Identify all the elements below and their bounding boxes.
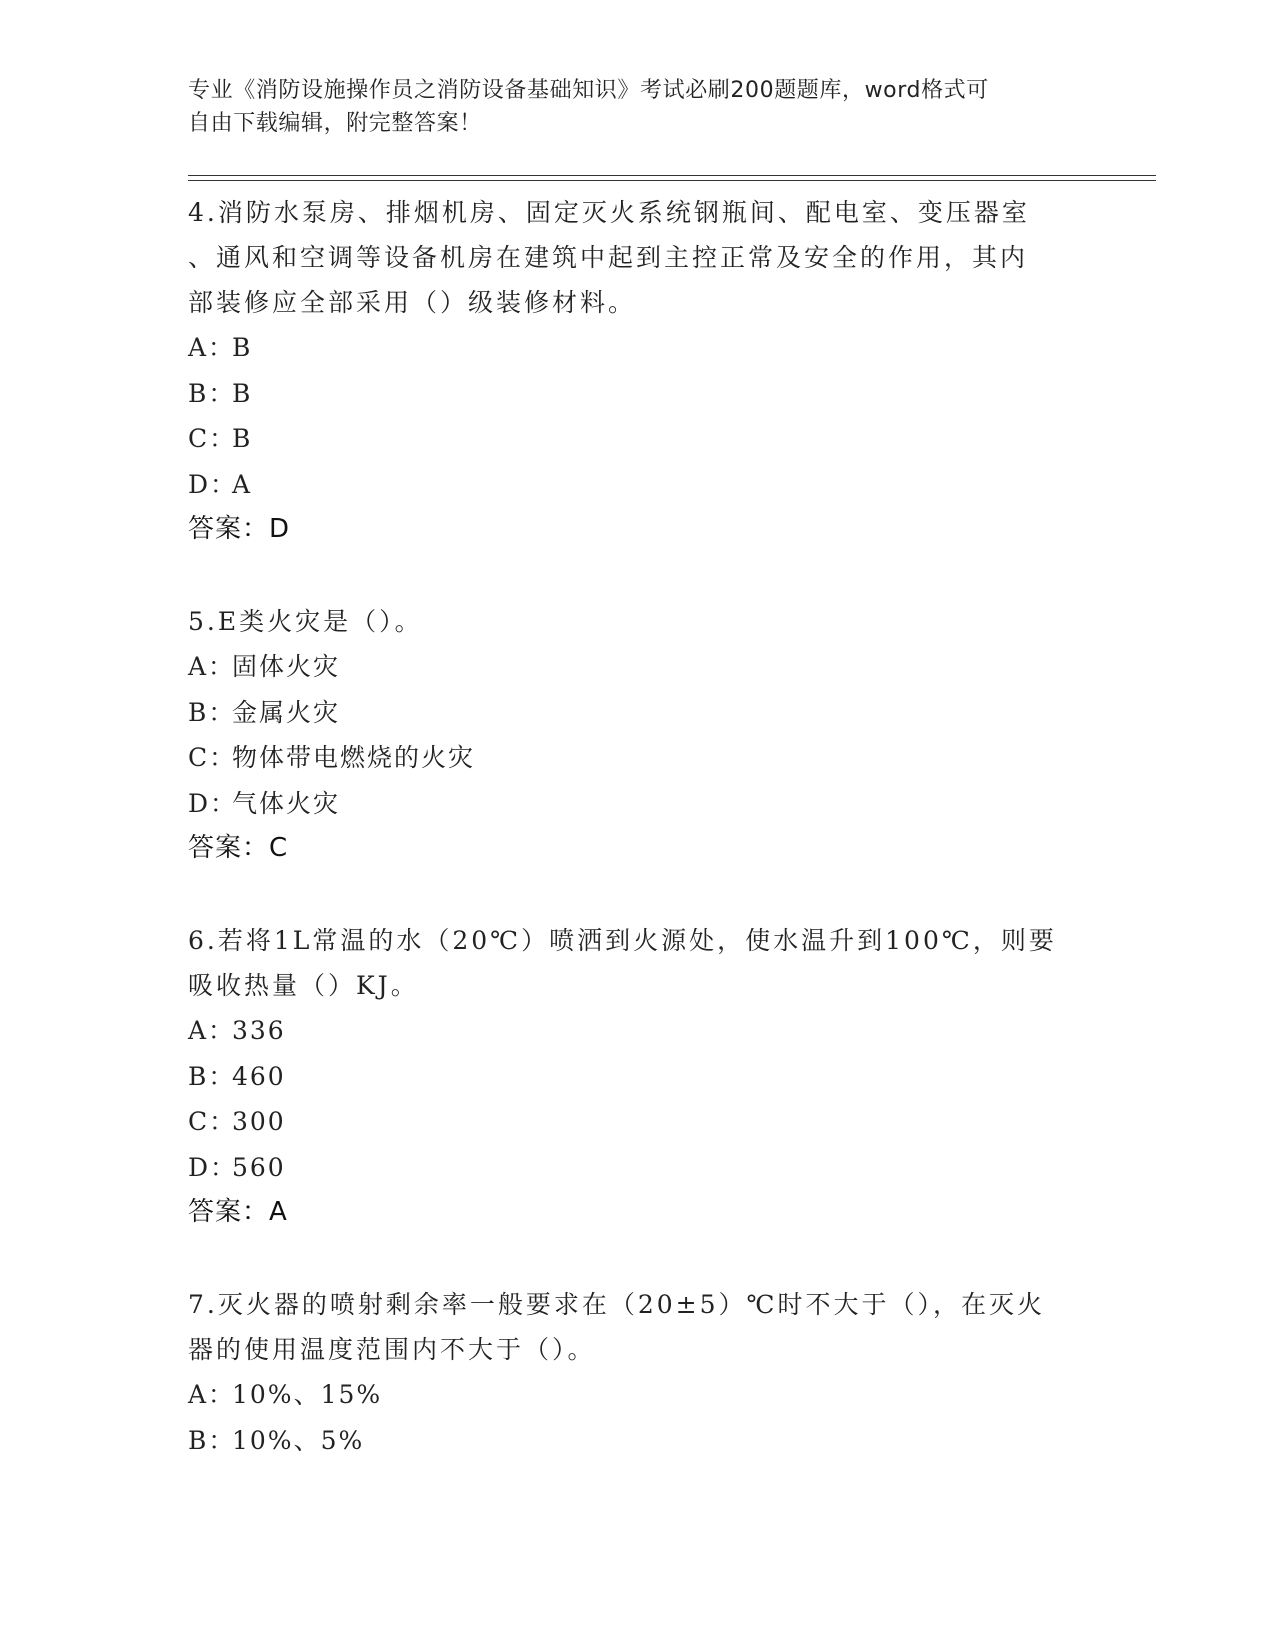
option-b [188, 1418, 1088, 1464]
option-b [188, 371, 1088, 417]
option-key: B： [188, 378, 236, 408]
document-header [188, 74, 1068, 140]
question-line: 7.灭火器的喷射剩余率一般要求在（20±5）℃时不大于（），在灭火 [188, 1290, 1045, 1319]
question-item [188, 190, 1088, 552]
option-key: A： [188, 333, 236, 362]
option-text: 300 [232, 1107, 286, 1136]
option-a [188, 325, 1088, 371]
answer-line: 答案：A [188, 1197, 288, 1227]
question-line: 、通风和空调等设备机房在建筑中起到主控正常及安全的作用，其内 [188, 243, 1029, 272]
option-c [188, 735, 1088, 781]
option-text: 336 [232, 1016, 286, 1045]
answer-line: 答案：D [188, 514, 291, 544]
option-text: A [232, 469, 253, 499]
option-key: A： [188, 652, 236, 681]
option-text: 固体火灾 [232, 652, 341, 681]
option-key: B： [188, 1061, 236, 1091]
option-d [188, 1145, 1088, 1191]
option-key: B： [188, 697, 236, 727]
option-a [188, 1372, 1088, 1418]
header-divider-top [188, 175, 1156, 176]
question-text [188, 190, 1088, 325]
option-c [188, 1099, 1088, 1145]
option-b [188, 1054, 1088, 1100]
option-key: C： [188, 743, 237, 772]
option-text: 10%、5% [232, 1425, 365, 1455]
header-line-1: 专业《消防设施操作员之消防设备基础知识》考试必刷200题题库，word格式可 [188, 78, 989, 103]
option-key: C： [188, 424, 237, 453]
option-c [188, 416, 1088, 462]
option-text: 金属火灾 [232, 697, 341, 727]
option-a [188, 644, 1088, 690]
option-key: A： [188, 1380, 236, 1409]
option-text: 10%、15% [232, 1380, 383, 1409]
question-line: 部装修应全部采用（）级装修材料。 [188, 288, 637, 317]
option-text: B [232, 424, 253, 453]
option-text: 560 [232, 1152, 286, 1182]
question-list [188, 190, 1088, 1463]
question-line: 6.若将1L常温的水（20℃）喷洒到火源处，使水温升到100℃，则要 [188, 926, 1057, 955]
option-text: 460 [232, 1061, 286, 1091]
question-line: 吸收热量（）KJ。 [188, 971, 419, 1000]
option-text: 气体火灾 [232, 788, 341, 818]
question-item [188, 918, 1088, 1235]
question-line: 4.消防水泵房、排烟机房、固定灭火系统钢瓶间、配电室、变压器室 [188, 198, 1030, 227]
question-text [188, 918, 1088, 1008]
option-key: D： [188, 469, 238, 499]
question-item [188, 599, 1088, 871]
option-key: C： [188, 1107, 237, 1136]
option-text: 物体带电燃烧的火灾 [232, 743, 476, 772]
header-line-2: 自由下载编辑，附完整答案！ [188, 111, 482, 136]
option-key: B： [188, 1425, 236, 1455]
question-text [188, 1282, 1088, 1372]
option-key: A： [188, 1016, 236, 1045]
header-divider-bottom [188, 180, 1156, 181]
question-line: 5.E类火灾是（）。 [188, 607, 423, 636]
question-text [188, 599, 1088, 644]
option-key: D： [188, 788, 238, 818]
answer-line: 答案：C [188, 833, 289, 863]
option-b [188, 690, 1088, 736]
question-item [188, 1282, 1088, 1463]
option-a [188, 1008, 1088, 1054]
option-key: D： [188, 1152, 238, 1182]
option-text: B [232, 378, 253, 408]
option-text: B [232, 333, 253, 362]
question-line: 器的使用温度范围内不大于（）。 [188, 1335, 596, 1364]
option-d [188, 781, 1088, 827]
option-d [188, 462, 1088, 508]
